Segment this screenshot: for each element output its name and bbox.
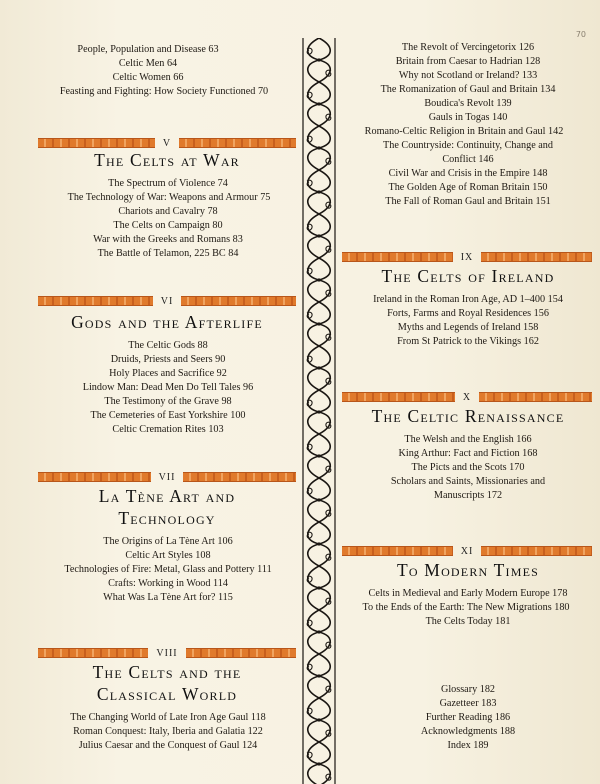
toc-entry[interactable]: The Origins of La Tène Art 106 (103, 536, 233, 547)
toc-entry[interactable]: Why not Scotland or Ireland? 133 (398, 70, 538, 81)
toc-entry[interactable]: People, Population and Disease 63 (77, 44, 219, 55)
toc-entry[interactable]: Conflict 146 (442, 154, 494, 165)
toc-entry[interactable]: Crafts: Working in Wood 114 (108, 578, 228, 589)
part-xi-title: To Modern Times (396, 560, 540, 580)
toc-entry[interactable]: Roman Conquest: Italy, Iberia and Galatia 122 (73, 726, 263, 737)
celtic-knot-divider (300, 38, 338, 784)
toc-entry[interactable]: Manuscripts 172 (433, 490, 503, 501)
ornament-band (181, 296, 296, 306)
part-ix-ornament (342, 250, 592, 264)
toc-entry-index[interactable]: Index 189 (447, 740, 489, 751)
toc-entry[interactable]: The Cemeteries of East Yorkshire 100 (90, 410, 246, 421)
part-numeral: IX (460, 251, 474, 263)
ornament-band (38, 472, 151, 482)
toc-entry[interactable]: The Battle of Telamon, 225 BC 84 (97, 248, 239, 259)
toc-entry[interactable]: The Romanization of Gaul and Britain 134 (380, 84, 556, 95)
toc-entry[interactable]: Celtic Men 64 (118, 58, 178, 69)
toc-entry[interactable]: The Testimony of the Grave 98 (104, 396, 232, 407)
page-corner-mark: 70 (575, 30, 586, 39)
toc-entry[interactable]: Chariots and Cavalry 78 (118, 206, 218, 217)
toc-entry[interactable]: Civil War and Crisis in the Empire 148 (388, 168, 548, 179)
ornament-band (38, 296, 153, 306)
toc-entry[interactable]: War with the Greeks and Romans 83 (93, 234, 243, 245)
toc-entry-glossary[interactable]: Glossary 182 (440, 684, 496, 695)
ornament-band (186, 648, 296, 658)
ornament-band (342, 252, 453, 262)
toc-entry[interactable]: The Revolt of Vercingetorix 126 (401, 42, 535, 53)
toc-entry[interactable]: To the Ends of the Earth: The New Migrations 180 (362, 602, 570, 613)
part-numeral: XI (460, 545, 474, 557)
part-vi-title: Gods and the Afterlife (71, 312, 263, 332)
ornament-band (342, 546, 453, 556)
toc-entry[interactable]: Romano-Celtic Religion in Britain and Gaul 142 (364, 126, 564, 137)
part-numeral: V (162, 137, 172, 149)
ornament-band (481, 546, 592, 556)
toc-entry[interactable]: The Picts and the Scots 170 (411, 462, 525, 473)
part-vii-title-line1: La Tène Art and (98, 486, 236, 506)
toc-entry[interactable]: Holy Places and Sacrifice 92 (109, 368, 227, 379)
part-viii-title-line1: The Celts and the (92, 662, 242, 682)
ornament-band (183, 472, 296, 482)
ornament-band (481, 252, 592, 262)
toc-entry[interactable]: Forts, Farms and Royal Residences 156 (387, 308, 549, 319)
toc-entry-further-reading[interactable]: Further Reading 186 (425, 712, 511, 723)
part-x-title: The Celtic Renaissance (371, 406, 565, 426)
toc-entry[interactable]: Scholars and Saints, Missionaries and (390, 476, 546, 487)
part-numeral: VI (160, 295, 174, 307)
toc-entry-gazetteer[interactable]: Gazetteer 183 (439, 698, 497, 709)
part-viii-ornament (38, 646, 296, 660)
toc-entry[interactable]: The Celts Today 181 (425, 616, 511, 627)
toc-entry[interactable]: The Celtic Gods 88 (128, 340, 208, 351)
toc-entry[interactable]: Celtic Art Styles 108 (125, 550, 211, 561)
part-vii-title-line2: Technology (118, 508, 216, 528)
part-v-ornament (38, 136, 296, 150)
ornament-band (38, 138, 155, 148)
ornament-band (38, 648, 148, 658)
part-ix-title: The Celts of Ireland (381, 266, 555, 286)
toc-entry[interactable]: The Spectrum of Violence 74 (108, 178, 228, 189)
toc-entry[interactable]: The Golden Age of Roman Britain 150 (388, 182, 548, 193)
toc-entry[interactable]: Britain from Caesar to Hadrian 128 (395, 56, 541, 67)
toc-entry-acknowledgments[interactable]: Acknowledgments 188 (420, 726, 516, 737)
toc-entry[interactable]: The Fall of Roman Gaul and Britain 151 (385, 196, 551, 207)
ornament-band (479, 392, 592, 402)
toc-entry[interactable]: The Technology of War: Weapons and Armour 75 (67, 192, 271, 203)
toc-entry[interactable]: The Celts on Campaign 80 (113, 220, 223, 231)
part-v-title: The Celts at War (94, 150, 240, 170)
toc-entry[interactable]: From St Patrick to the Vikings 162 (397, 336, 539, 347)
part-numeral: VII (158, 471, 176, 483)
toc-entry[interactable]: Lindow Man: Dead Men Do Tell Tales 96 (82, 382, 254, 393)
toc-entry[interactable]: Myths and Legends of Ireland 158 (397, 322, 539, 333)
toc-entry[interactable]: Celtic Cremation Rites 103 (112, 424, 224, 435)
part-vi-ornament (38, 294, 296, 308)
toc-entry[interactable]: Julius Caesar and the Conquest of Gaul 124 (78, 740, 258, 751)
toc-entry[interactable]: The Welsh and the English 166 (404, 434, 532, 445)
part-x-ornament (342, 390, 592, 404)
part-xi-ornament (342, 544, 592, 558)
toc-entry[interactable]: The Countryside: Continuity, Change and (383, 140, 553, 151)
toc-entry[interactable]: Celtic Women 66 (112, 72, 184, 83)
toc-entry[interactable]: Celts in Medieval and Early Modern Europe 178 (368, 588, 568, 599)
ornament-band (179, 138, 296, 148)
toc-entry[interactable]: King Arthur: Fact and Fiction 168 (398, 448, 538, 459)
toc-entry[interactable]: Gauls in Togas 140 (428, 112, 508, 123)
part-numeral: X (462, 391, 472, 403)
part-viii-title-line2: Classical World (96, 684, 238, 704)
toc-entry[interactable]: What Was La Tène Art for? 115 (103, 592, 233, 603)
toc-entry[interactable]: Technologies of Fire: Metal, Glass and Pottery 111 (64, 564, 272, 575)
toc-entry[interactable]: Ireland in the Roman Iron Age, AD 1–400 154 (373, 294, 563, 305)
part-vii-ornament (38, 470, 296, 484)
toc-entry[interactable]: The Changing World of Late Iron Age Gaul 118 (70, 712, 266, 723)
toc-entry[interactable]: Feasting and Fighting: How Society Functioned 70 (59, 86, 269, 97)
part-numeral: VIII (156, 647, 178, 659)
toc-entry[interactable]: Druids, Priests and Seers 90 (110, 354, 226, 365)
toc-entry[interactable]: Boudica's Revolt 139 (424, 98, 512, 109)
ornament-band (342, 392, 455, 402)
